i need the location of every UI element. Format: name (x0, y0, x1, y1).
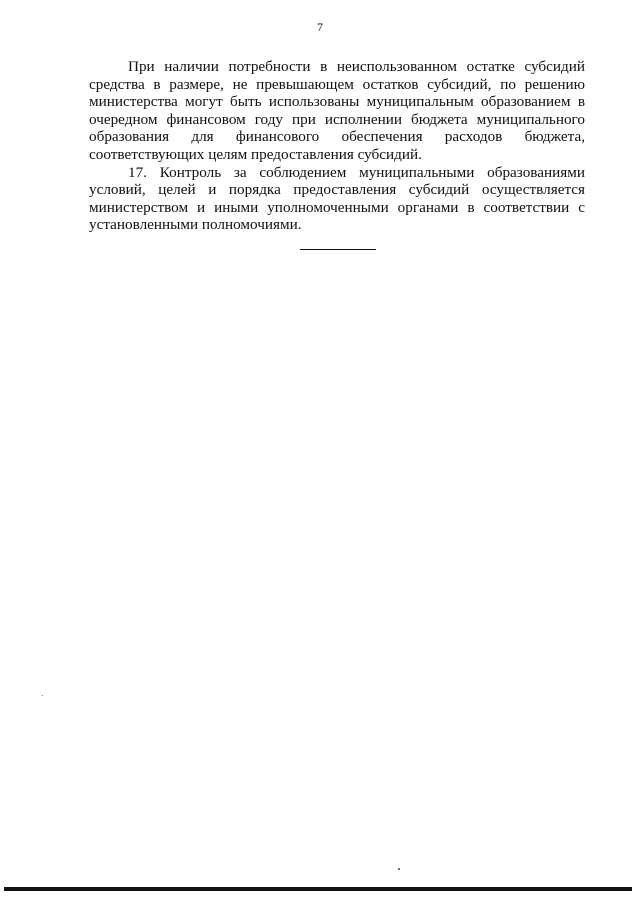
scan-bottom-edge (4, 887, 632, 891)
scan-speck (42, 695, 43, 696)
paragraph-17-control: 17. Контроль за соблюдением муниципальными образованиями условий, целей и порядка предоставления субсидий осуществляется министерством и иными уполномоченными органами в соответствии с установленными полномочиями. (89, 163, 585, 234)
paragraph-subsidy-balance: При наличии потребности в неиспользованном остатке субсидий средства в размере, не превышающем остатков субсидий, по решению министерства могут быть использованы муниципальным образованием в очередном финансовом году при исполнении бюджета муниципального образования для финансового обеспечения расходов бюджета, соответствующих целям предоставления субсидий. (89, 58, 585, 163)
document-body (89, 58, 585, 234)
scan-speck (398, 868, 400, 870)
page-number: 7 (317, 20, 323, 34)
end-of-text-rule (300, 249, 376, 250)
